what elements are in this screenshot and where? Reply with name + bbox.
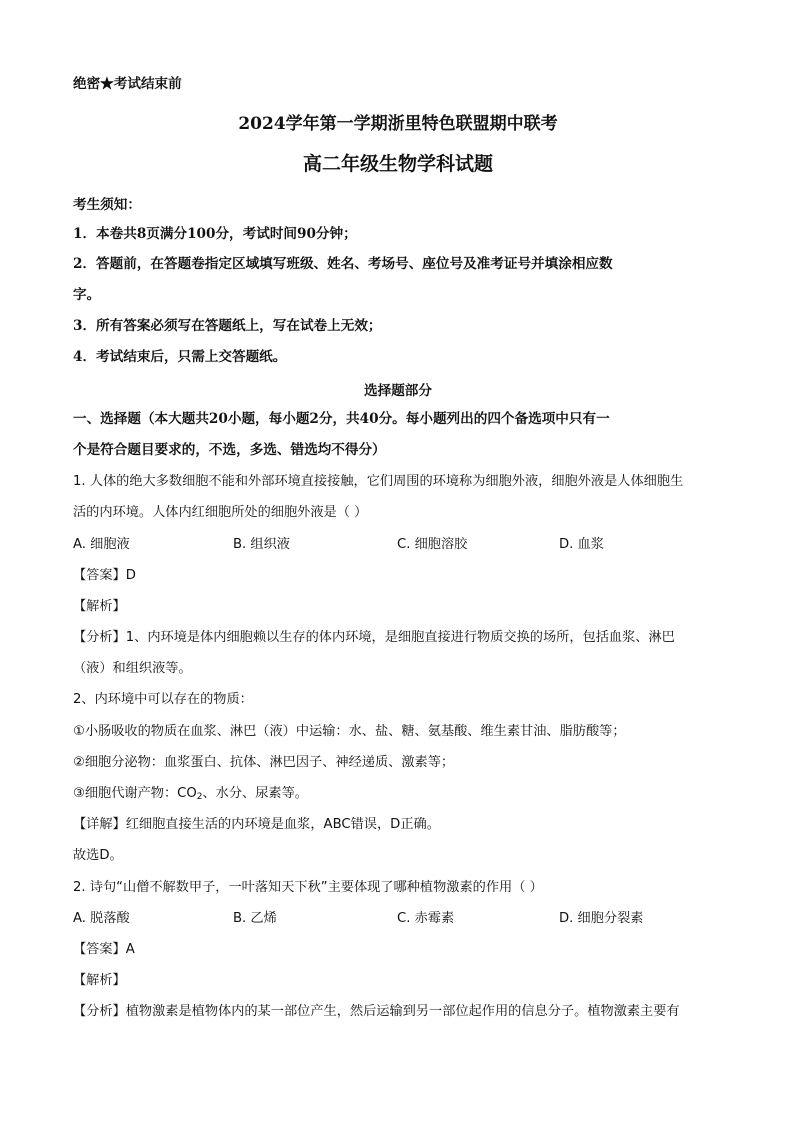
notice-item: 3．所有答案必须写在答题纸上，写在试卷上无效； — [73, 318, 382, 334]
question-2-option-b: B. 乙烯 — [233, 911, 277, 926]
question-2-option-a: A. 脱落酸 — [73, 911, 130, 926]
question-2-analysis-label: 【解析】 — [73, 973, 126, 988]
notice-item: 2．答题前，在答题卷指定区域填写班级、姓名、考场号、座位号及准考证号并填涂相应数 — [73, 256, 613, 272]
question-1-stem: 活的内环境。人体内红细胞所处的细胞外液是（ ） — [73, 505, 368, 520]
notice-heading: 考生须知： — [73, 197, 141, 213]
section-instruction: 一、选择题（本大题共20小题，每小题2分，共40分。每小题列出的四个备选项中只有一 — [73, 411, 610, 427]
exam-subtitle: 高二年级生物学科试题 — [302, 153, 493, 175]
question-1-detail: 【详解】红细胞直接生活的内环境是血浆，ABC错误，D正确。 — [73, 817, 440, 832]
question-2-answer: 【答案】A — [73, 942, 135, 957]
section-title: 选择题部分 — [364, 383, 432, 399]
notice-item: 字。 — [73, 287, 101, 303]
question-2-analysis: 【分析】植物激素是植物体内的某一部位产生，然后运输到另一部位起作用的信息分子。植物激素主要有 — [73, 1004, 680, 1019]
question-1-analysis: ②细胞分泌物：血浆蛋白、抗体、淋巴因子、神经递质、激素等； — [73, 755, 455, 770]
confidential-mark: 绝密★考试结束前 — [73, 76, 182, 92]
question-1-option-c: C. 细胞溶胶 — [397, 537, 468, 552]
question-2-option-c: C. 赤霉素 — [397, 911, 455, 926]
notice-item: 4．考试结束后，只需上交答题纸。 — [73, 349, 287, 365]
question-1-conclusion: 故选D。 — [73, 848, 123, 863]
question-1-option-d: D. 血浆 — [559, 537, 604, 552]
question-1-analysis — [73, 785, 308, 806]
question-1-analysis: （液）和组织液等。 — [73, 661, 192, 676]
question-1-analysis-label: 【解析】 — [73, 599, 126, 614]
exam-title: 2024学年第一学期浙里特色联盟期中联考 — [238, 114, 558, 134]
question-1-analysis: 【分析】1、内环境是体内细胞赖以生存的体内环境，是细胞直接进行物质交换的场所，包括血浆、淋巴 — [73, 630, 675, 645]
metabolite-text-rest: 、水分、尿素等。 — [202, 786, 308, 801]
question-1-option-a: A. 细胞液 — [73, 537, 130, 552]
question-1-stem: 1. 人体的绝大多数细胞不能和外部环境直接接触，它们周围的环境称为细胞外液，细胞外液是人体细胞生 — [73, 474, 684, 489]
question-2-option-d: D. 细胞分裂素 — [559, 911, 644, 926]
question-1-analysis: 2、内环境中可以存在的物质： — [73, 692, 253, 707]
question-1-analysis: ①小肠吸收的物质在血浆、淋巴（液）中运输：水、盐、糖、氨基酸、维生素甘油、脂肪酸等； — [73, 724, 626, 739]
metabolite-text: ③细胞代谢产物：CO — [73, 786, 197, 801]
notice-item: 1．本卷共8页满分100分，考试时间90分钟； — [73, 226, 357, 242]
subscript-2: 2 — [196, 792, 203, 802]
question-1-option-b: B. 组织液 — [233, 537, 290, 552]
section-instruction: 个是符合题目要求的，不选，多选、错选均不得分） — [73, 442, 386, 458]
question-1-answer: 【答案】D — [73, 568, 136, 583]
question-2-stem: 2. 诗句“山僧不解数甲子，一叶落知天下秋”主要体现了哪种植物激素的作用（ ） — [73, 880, 543, 895]
